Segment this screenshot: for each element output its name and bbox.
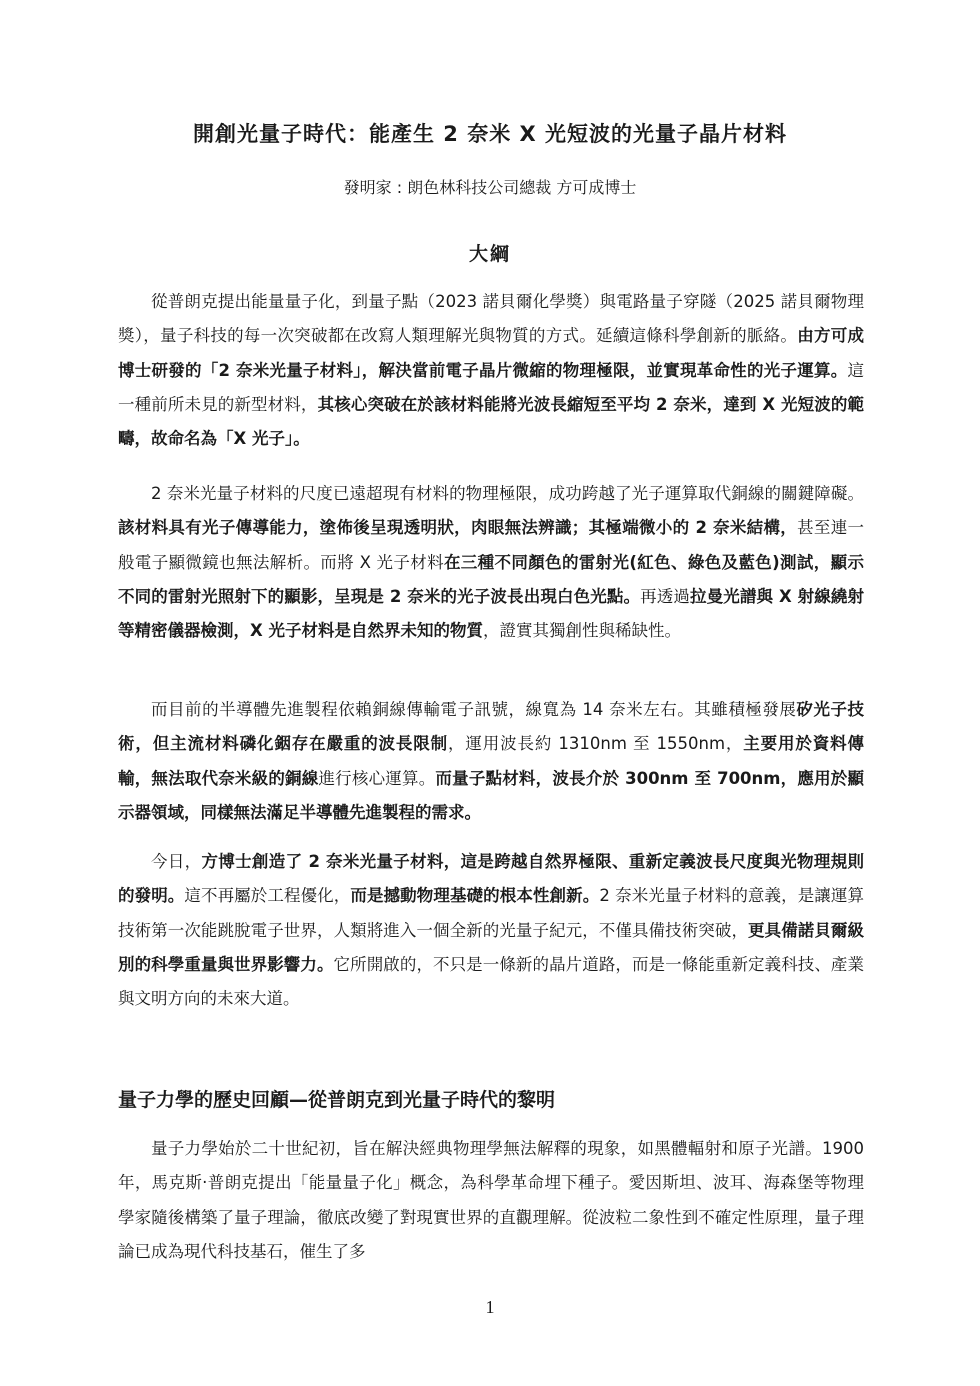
bold-text-segment: 而量子點材料，波長介於 300nm 至 700nm，應用於顯示器領域，同樣無法滿足半導體先進製程的需求。 bbox=[118, 768, 865, 822]
bold-text-segment: 主要用於資料傳輸，無法取代奈米級的銅線 bbox=[118, 734, 865, 788]
section-paragraph: 量子力學始於二十世紀初，旨在解決經典物理學無法解釋的現象，如黑體輻射和原子光譜。1900 年，馬克斯·普朗克提出「能量量子化」概念，為科學革命埋下種子。愛因斯坦、波耳、海森堡等物理學家隨後構築了量子理論，徹底改變了對現實世界的直觀理解。從波粒二象性到不確定性原理，量子理論已成為現代科技基石，催生了多 bbox=[118, 1139, 864, 1261]
document-title: 開創光量子時代：能產生 2 奈米 X 光短波的光量子晶片材料 bbox=[192, 122, 788, 146]
bold-text-segment: 方博士創造了 2 奈米光量子材料，這是跨越自然界極限、重新定義波長尺度與光物理規則的發明。 bbox=[118, 852, 864, 906]
text-segment: 2 奈米光量子材料的尺度已遠超現有材料的物理極限，成功跨越了光子運算取代銅線的關鍵障礙。 bbox=[151, 484, 864, 503]
body-paragraph bbox=[118, 285, 864, 456]
text-segment: ，運用波長約 1310nm 至 1550nm， bbox=[448, 734, 744, 754]
section-heading: 量子力學的歷史回顧—從普朗克到光量子時代的黎明 bbox=[118, 1089, 556, 1111]
text-segment: 而目前的半導體先進製程依賴銅線傳輸電子訊號，線寬為 14 奈米左右。其雖積極發展 bbox=[151, 700, 797, 719]
bold-text-segment: 其核心突破在於該材料能將光波長縮短至平均 2 奈米，達到 X 光短波的範疇，故命名為「X 光子」。 bbox=[118, 394, 865, 449]
bold-text-segment: 由方可成博士研發的「2 奈米光量子材料」，解決當前電子晶片微縮的物理極限，並實現革命性的光子運算。 bbox=[118, 326, 865, 380]
bold-text-segment: 拉曼光譜與 X 射線繞射等精密儀器檢測，X 光子材料是自然界未知的物質 bbox=[118, 586, 864, 641]
bold-text-segment: 矽光子技術，但主流材料磷化銦存在嚴重的波長限制 bbox=[118, 700, 864, 754]
body-paragraph bbox=[118, 845, 864, 1016]
text-segment: 這一種前所未見的新型材料， bbox=[118, 360, 864, 414]
text-segment: 從普朗克提出能量量子化，到量子點（2023 諾貝爾化學獎）與電路量子穿隧（2025 諾貝爾物理獎），量子科技的每一次突破都在改寫人類理解光與物質的方式。延續這條科學創新的脈絡。 bbox=[118, 292, 864, 346]
text-segment: 進行核心運算。 bbox=[318, 768, 436, 788]
text-segment: 它所開啟的，不只是一條新的晶片道路，而是一條能重新定義科技、產業與文明方向的未來大道。 bbox=[118, 954, 865, 1009]
outline-heading: 大綱 bbox=[468, 243, 511, 265]
bold-text-segment: 在三種不同顏色的雷射光(紅色、綠色及藍色)測試，顯示不同的雷射光照射下的顯影，呈現是 2 奈米的光子波長出現白色光點。 bbox=[118, 552, 864, 606]
body-paragraph bbox=[118, 477, 864, 648]
author-line: 發明家 : 朗色林科技公司總裁 方可成博士 bbox=[343, 178, 637, 197]
text-segment: 今日， bbox=[151, 852, 202, 871]
text-segment: 這不再屬於工程優化， bbox=[184, 886, 351, 906]
page-number: 1 bbox=[485, 1297, 495, 1317]
body-paragraph bbox=[118, 693, 864, 830]
text-segment: 2 奈米光量子材料的意義，是讓運算技術第一次能跳脫電子世界，人類將進入一個全新的光量子紀元，不僅具備技術突破， bbox=[118, 886, 865, 940]
bold-text-segment: 該材料具有光子傳導能力，塗佈後呈現透明狀，肉眼無法辨識；其極端微小的 2 奈米結構， bbox=[118, 518, 798, 538]
bold-text-segment: 更具備諾貝爾級別的科學重量與世界影響力。 bbox=[118, 920, 865, 974]
text-segment: 再透過 bbox=[640, 586, 690, 606]
text-segment: 甚至連一般電子顯微鏡也無法解析。而將 X 光子材料 bbox=[118, 518, 865, 572]
text-segment: ，證實其獨創性與稀缺性。 bbox=[482, 621, 681, 641]
bold-text-segment: 而是撼動物理基礎的根本性創新。 bbox=[350, 886, 600, 906]
